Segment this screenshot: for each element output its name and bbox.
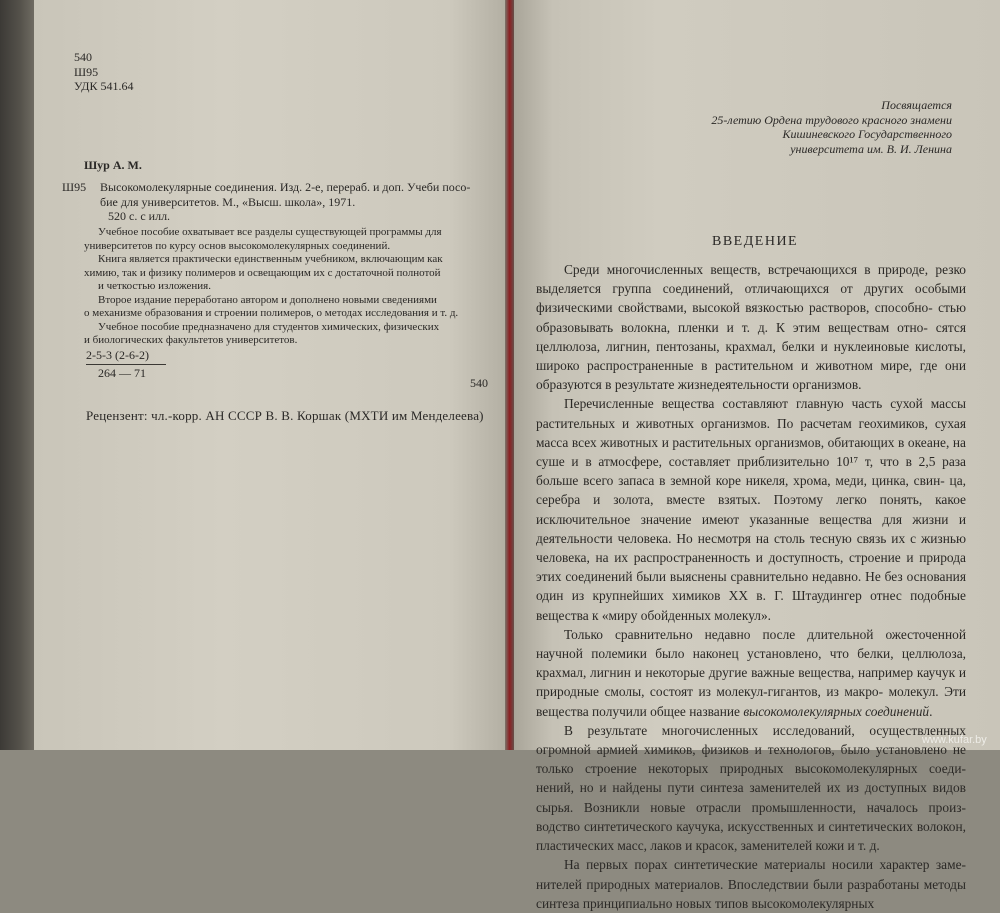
code-line: 540 bbox=[74, 50, 92, 64]
classification-codes bbox=[74, 50, 133, 94]
paragraph: Среди многочисленных веществ, встречающихся в природе, резко выделяется группа соединений, отличающихся от других особыми физическими свойствами, высокой вязкостью растворов, способно- стью образовывать волокна, пленки и т. д. К этим веществам отно- сятся целлюлоза, лигнин, пентозаны, крахмал, белки и нуклеиновые кислоты, широко распространенные в растительном и животном мире, где они образуются в результате жизнедеятельности организмов. bbox=[536, 262, 966, 393]
author-name: Шур А. М. bbox=[84, 158, 142, 172]
annotation-line: химию, так и физику полимеров и освещающим их с достаточной полнотой bbox=[84, 266, 441, 279]
biblio-line: Высокомолекулярные соединения. Изд. 2-е, перераб. и доп. Учеби посо- bbox=[100, 180, 471, 194]
dedication-line: 25-летию Ордена трудового красного знамени bbox=[711, 112, 952, 127]
reviewer-line: Рецензент: чл.-корр. АН СССР В. В. Коршак (МХТИ им Менделеева) bbox=[86, 408, 484, 423]
annotation-line: университетов по курсу основ высокомолекулярных соединений. bbox=[84, 239, 391, 252]
biblio-line: бие для университетов. М., «Высш. школа», 1971. bbox=[100, 194, 356, 209]
paragraph: В результате многочисленных исследований, осуществленных огромной армией химиков, физиков и технологов, было установлено не только строение некоторых природных высокомолекулярных соеди- нений, но и найдены пути синтеза заменителей их из доступных видов сырья. Возникли новые отрасли промышленности, началось произ- водство синтетического каучука, искусственных и синтетических волокон, пластических масс, лаков и красок, заменителей кожи и т. д. bbox=[536, 722, 966, 854]
bibliographic-entry bbox=[100, 180, 470, 224]
annotation-line: о механизме образования и строении полимеров, о методах исследования и т. д. bbox=[84, 307, 459, 319]
annotation bbox=[84, 226, 500, 348]
fraction-numerator: 2-5-3 (2-6-2) bbox=[86, 348, 149, 362]
annotation-line: и биологических факультетов университетов. bbox=[84, 334, 298, 346]
annotation-line: Второе издание переработано автором и дополнено новыми сведениями bbox=[98, 293, 437, 306]
annotation-line: и четкостью изложения. bbox=[98, 280, 211, 292]
code-line: Ш95 bbox=[74, 64, 99, 79]
paragraph: На первых порах синтетические материалы носили характер заме- нителей природных материалов. Впоследствии были разработаны методы синтеза принципиально новых типов высокомолекулярных bbox=[536, 857, 966, 911]
paragraph: Только сравнительно недавно после длительной ожесточенной научной полемики было наконец установлено, что белки, целлюлоза, крахмал, лигнин и некоторые другие важные вещества, например каучук и природные смолы, состоят из молекул-гигантов, из макро- молекул. Эти вещества получили общее название высокомолекулярных соединений. bbox=[536, 626, 966, 719]
catalog-number: 540 bbox=[470, 376, 488, 390]
dedication bbox=[690, 98, 952, 156]
biblio-line: 520 с. с илл. bbox=[108, 209, 171, 223]
annotation-line: Учебное пособие предназначено для студентов химических, физических bbox=[98, 320, 440, 333]
watermark: www.kufar.by bbox=[922, 734, 987, 746]
dedication-line: Кишиневского Государственного bbox=[782, 127, 952, 141]
italic-term: высокомолекулярных соединений bbox=[743, 703, 930, 719]
book-cover-edge bbox=[0, 0, 34, 750]
annotation-line: Книга является практически единственным учебником, включающим как bbox=[98, 253, 443, 265]
biblio-index: Ш95 bbox=[62, 180, 87, 194]
paragraph: Перечисленные вещества составляют главную часть сухой массы растительных и животных организмов. По расчетам геохимиков, сухая масса всех животных и растительных организмов, обитающих в океане, на суше и в атмосфере, составляет приблизительно 10¹⁷ т, что в 2,5 раза больше всего запаса в земной коре никеля, хрома, меди, цинка, свин- ца, серебра и золота, вместе взятых. Поэтому легко понять, какое исключительное значение имеют указанные вещества для жизни и деятельности человека. Но несмотря на столь тесную связь их с жизнью человека, на их распространенность и доступность, строение и природа этих соединений были выяснены сравнительно недавно. Не без основания один из крупнейших химиков XX в. Г. Штаудингер отнес подобные вещества к «миру обойденных молекул». bbox=[536, 396, 966, 623]
fraction-denominator: 264 — 71 bbox=[98, 366, 146, 380]
annotation-line: Учебное пособие охватывает все разделы существующей программы для bbox=[98, 226, 442, 238]
fraction-bar bbox=[86, 364, 166, 365]
chapter-heading: ВВЕДЕНИЕ bbox=[712, 234, 799, 249]
dedication-line: университета им. В. И. Ленина bbox=[790, 141, 952, 156]
dedication-line: Посвящается bbox=[881, 98, 952, 112]
introduction-text bbox=[536, 260, 966, 913]
code-line: УДК 541.64 bbox=[74, 79, 134, 93]
